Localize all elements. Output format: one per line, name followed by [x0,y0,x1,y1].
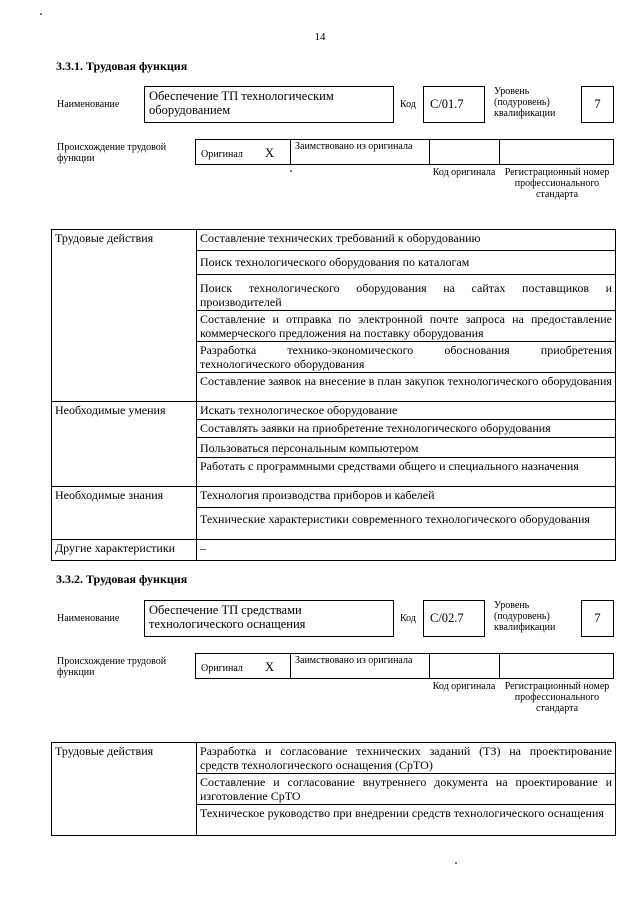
function-code-box [423,86,485,123]
table-cell: Составление технических требований к оборудованию [197,230,616,251]
level-value: 7 [594,611,601,625]
row-label: Трудовые действия [52,743,197,836]
original-mark: X [265,146,275,160]
level-label: Уровень (подуровень) квалификации [494,600,556,633]
function-name-box [144,600,394,637]
code-label: Код [400,613,416,624]
original-label: Оригинал [201,663,243,674]
function-name: Обеспечение ТП средствами технологического оснащения [149,603,306,631]
function-code: C/02.7 [430,611,464,625]
function-code-box [423,600,485,637]
row-label: Необходимые умения [52,402,197,487]
table-cell: Пользоваться персональным компьютером [197,437,616,457]
table-cell: Поиск технологического оборудования по каталогам [197,251,616,275]
origin-table [195,653,614,679]
section-heading: 3.3.1. Трудовая функция [56,59,188,73]
scan-speck [40,13,42,15]
origin-table [195,139,614,165]
function-table [51,742,616,836]
table-cell: Работать с программными средствами общего и специального назначения [197,457,616,486]
level-box [581,86,614,123]
table-cell: Составлять заявки на приобретение технологического оборудования [197,419,616,437]
scan-speck [290,170,292,172]
table-cell: Разработка и согласование технических заданий (ТЗ) на проектирование средств технологического оснащения (СрТО) [197,743,616,774]
level-label: Уровень (подуровень) квалификации [494,86,556,119]
reg-number-label: Регистрационный номер профессионального стандарта [504,681,610,714]
table-cell: Технология производства приборов и кабелей [197,486,616,507]
name-label: Наименование [57,99,120,110]
code-label: Код [400,99,416,110]
table-cell: – [197,539,616,560]
table-cell: Поиск технологического оборудования на сайтах поставщиков и производителей [197,275,616,311]
table-cell: Составление заявок на внесение в план закупок технологического оборудования [197,373,616,402]
table-cell: Составление и согласование внутреннего документа на проектирование и изготовление СрТО [197,774,616,805]
table-cell: Технические характеристики современного технологического оборудования [197,507,616,539]
original-label: Оригинал [201,149,243,160]
row-label: Трудовые действия [52,230,197,402]
function-code: C/01.7 [430,97,464,111]
page-number: 14 [314,31,326,43]
scan-speck [455,862,457,864]
original-mark: X [265,660,275,674]
borrowed-label: Заимствовано из оригинала [295,655,413,666]
code-original-label: Код оригинала [432,167,496,178]
row-label: Необходимые знания [52,486,197,539]
name-label: Наименование [57,613,120,624]
code-original-label: Код оригинала [432,681,496,692]
table-cell: Разработка технико-экономического обоснования приобретения технологического оборудования [197,342,616,373]
table-cell: Искать технологическое оборудование [197,402,616,420]
borrowed-label: Заимствовано из оригинала [295,141,413,152]
function-name-box [144,86,394,123]
origin-label: Происхождение трудовой функции [57,656,167,678]
section-heading: 3.3.2. Трудовая функция [56,572,188,586]
row-label: Другие характеристики [52,539,197,560]
origin-label: Происхождение трудовой функции [57,142,167,164]
level-value: 7 [594,97,601,111]
level-box [581,600,614,637]
table-cell: Составление и отправка по электронной почте запроса на предоставление коммерческого предложения на поставку оборудования [197,311,616,342]
function-table [51,229,616,561]
function-name: Обеспечение ТП технологическим оборудованием [149,89,334,117]
reg-number-label: Регистрационный номер профессионального стандарта [504,167,610,200]
table-cell: Техническое руководство при внедрении средств технологического оснащения [197,805,616,836]
